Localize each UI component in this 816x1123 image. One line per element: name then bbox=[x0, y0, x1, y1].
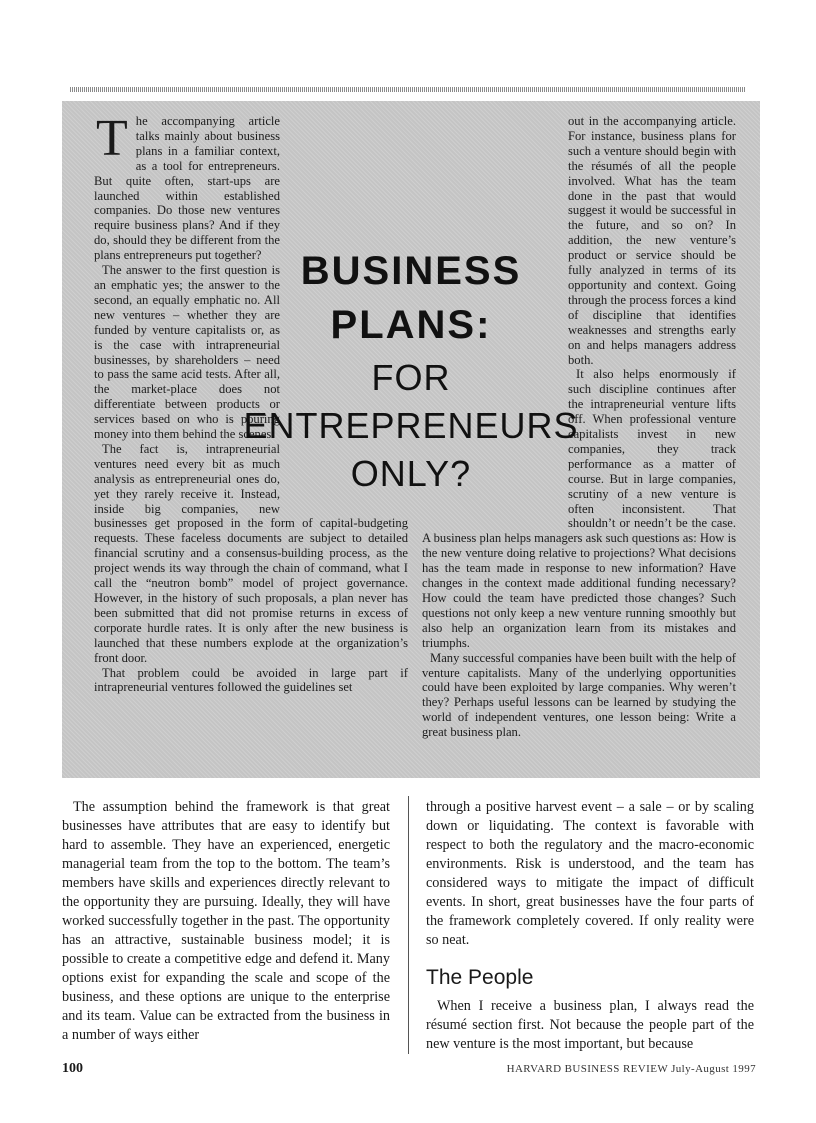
page-number: 100 bbox=[62, 1061, 83, 1076]
sidebar-paragraph: The accompanying article talks mainly about business plans in a familiar context, as a tool for entrepreneurs. But quite often, start-ups are launched within established companies. Do those new ventures require business plans? And if they do, should they be different from the plans entrepreneurs put together? bbox=[94, 110, 280, 263]
sidebar-box bbox=[62, 101, 760, 778]
sidebar-title-line-2: PLANS: bbox=[330, 303, 492, 347]
sidebar-paragraph: The answer to the first question is an emphatic yes; the answer to the second, an equally emphatic no. All new ventures – whether they are funded by venture capitalists or, as is the case with intrapreneurial businesses, by shareholders – need to pass the same acid tests. After all, the market-place does not differentiate between products or services based on who is pouring money into them behind the scenes. bbox=[94, 263, 280, 442]
body-paragraph: When I receive a business plan, I always read the résumé section first. Not because the people part of the new venture is the most important, but because bbox=[426, 998, 754, 1052]
section-heading: The People bbox=[426, 966, 534, 989]
sidebar-paragraph: That problem could be avoided in large part if intrapreneurial ventures followed the guidelines set bbox=[94, 665, 408, 695]
sidebar-title-line-4: ENTREPRENEURS bbox=[243, 405, 579, 446]
sidebar-title-line-3: FOR bbox=[371, 357, 451, 398]
sidebar-title-line-5: ONLY? bbox=[350, 453, 472, 494]
body-right-column bbox=[426, 798, 754, 1054]
sidebar-title-line-1: BUSINESS bbox=[300, 249, 522, 293]
sidebar-paragraph: The fact is, intrapreneurial ventures need every bit as much analysis as entrepreneurial ones do, yet they rarely receive it. Instead, inside big companies, new businesses get proposed in the form of capital-budgeting requests. These faceless documents are subject to detailed financial scrutiny and a consensus-building process, as the project wends its way through the chain of command, what I call the “neutron bomb” model of project governance. However, in the history of such proposals, a plan never has been submitted that did not promise returns in excess of corporate hurdle rates. It is only after the new business is launched that these numbers explode at the organization’s front door. bbox=[94, 441, 408, 665]
running-footer: HARVARD BUSINESS REVIEW July-August 1997 bbox=[506, 1063, 756, 1075]
drop-cap: T bbox=[96, 110, 128, 167]
body-paragraph: through a positive harvest event – a sale – or by scaling down or liquidating. The context is favorable with respect to both the regulatory and the macro-economic environments. Risk is understood, and the team has considered ways to mitigate the impact of difficult events. In short, great businesses have the four parts of the framework completely covered. If only reality were so neat. bbox=[426, 799, 754, 948]
sidebar-paragraph: out in the accompanying article. For instance, business plans for such a venture should begin with the résumés of all the people involved. What has the team done in the past that would suggest it would be successful in the future, and so on? In addition, the new venture’s product or service should be fully analyzed in terms of its opportunity and context. Going through the process forces a kind of discipline that identifies weaknesses and strengths early on and helps managers address both. bbox=[568, 114, 736, 367]
top-rule bbox=[70, 87, 746, 92]
sidebar-paragraph: It also helps enormously if such discipline continues after the intrapreneurial venture lifts off. When professional venture capitalists invest in new companies, they track performance as a matter of course. But in large companies, scrutiny of a new venture is often inconsistent. That shouldn’t or needn’t be the case. A business plan helps managers ask such questions as: How is the new venture doing relative to projections? What decisions has the team made in response to new information? Have changes in the context made additional funding necessary? How could the team have predicted those changes? Such questions not only keep a new venture running smoothly but also help an organization learn from its mistakes and triumphs. bbox=[422, 367, 736, 650]
body-paragraph: The assumption behind the framework is that great businesses have attributes that are easy to identify but hard to assemble. They have an experienced, energetic managerial team from the top to the bottom. The team’s members have skills and experiences directly relevant to the opportunity they are pursuing. Ideally, they will have worked successfully together in the past. The opportunity has an attractive, sustainable business model; it is possible to create a competitive edge and defend it. Many options exist for expanding the scale and scope of the business, and these options are unique to the enterprise and its team. Value can be extracted from the business in a number of ways either bbox=[62, 799, 390, 1043]
body-left-column bbox=[62, 798, 390, 1045]
sidebar-paragraph: Many successful companies have been built with the help of venture capitalists. Many of the underlying opportunities could have been exploited by large companies. Why weren’t they? Perhaps useful lessons can be learned by studying the world of independent ventures, one lesson being: Write a great business plan. bbox=[422, 650, 736, 740]
column-divider bbox=[408, 796, 409, 1054]
